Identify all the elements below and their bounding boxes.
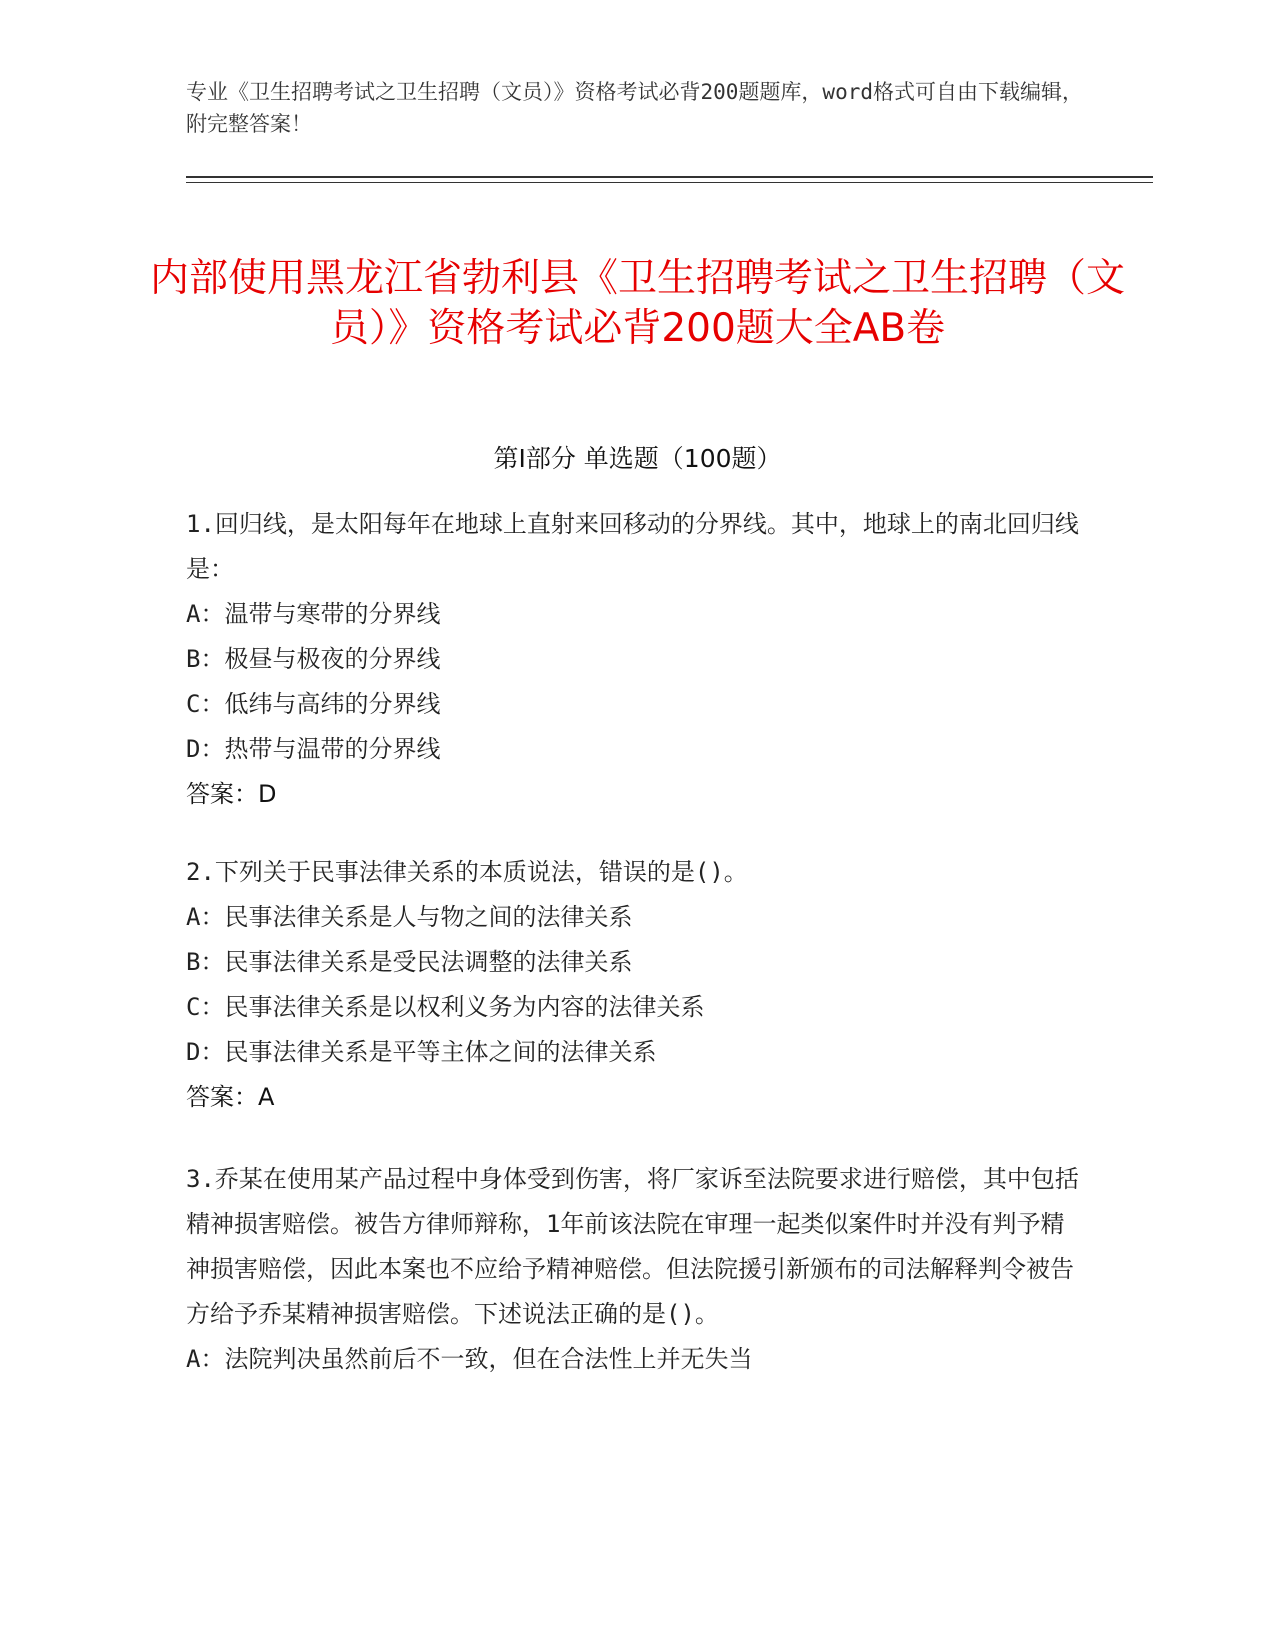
answer: 答案：A <box>186 1083 275 1111</box>
question-1 <box>186 502 1086 817</box>
option-d: D：民事法律关系是平等主体之间的法律关系 <box>186 1038 657 1066</box>
option-a: A：民事法律关系是人与物之间的法律关系 <box>186 903 633 931</box>
header-divider-thin <box>186 182 1153 183</box>
document-title: 内部使用黑龙江省勃利县《卫生招聘考试之卫生招聘（文员）》资格考试必背200题大全AB卷 <box>150 256 1126 352</box>
option-b: B：极昼与极夜的分界线 <box>186 645 441 673</box>
option-a: A：法院判决虽然前后不一致，但在合法性上并无失当 <box>186 1345 753 1373</box>
option-a: A：温带与寒带的分界线 <box>186 600 441 628</box>
question-3 <box>186 1157 1086 1382</box>
option-d: D：热带与温带的分界线 <box>186 735 441 763</box>
header-note: 专业《卫生招聘考试之卫生招聘（文员）》资格考试必背200题题库，word格式可自由下载编辑，附完整答案！ <box>186 80 1083 136</box>
question-stem: 1.回归线，是太阳每年在地球上直射来回移动的分界线。其中，地球上的南北回归线是： <box>186 510 1079 583</box>
question-stem: 3.乔某在使用某产品过程中身体受到伤害，将厂家诉至法院要求进行赔偿，其中包括精神损害赔偿。被告方律师辩称，1年前该法院在审理一起类似案件时并没有判予精神损害赔偿，因此本案也不应给予精神赔偿。但法院援引新颁布的司法解释判令被告方给予乔某精神损害赔偿。下述说法正确的是()。 <box>186 1165 1079 1328</box>
section-title: 第Ⅰ部分 单选题（100题） <box>493 444 782 473</box>
option-b: B：民事法律关系是受民法调整的法律关系 <box>186 948 633 976</box>
option-c: C：民事法律关系是以权利义务为内容的法律关系 <box>186 993 705 1021</box>
question-2 <box>186 850 1086 1120</box>
question-stem: 2.下列关于民事法律关系的本质说法，错误的是()。 <box>186 858 748 886</box>
option-c: C：低纬与高纬的分界线 <box>186 690 441 718</box>
header-divider-thick <box>186 176 1153 178</box>
answer: 答案：D <box>186 780 277 808</box>
